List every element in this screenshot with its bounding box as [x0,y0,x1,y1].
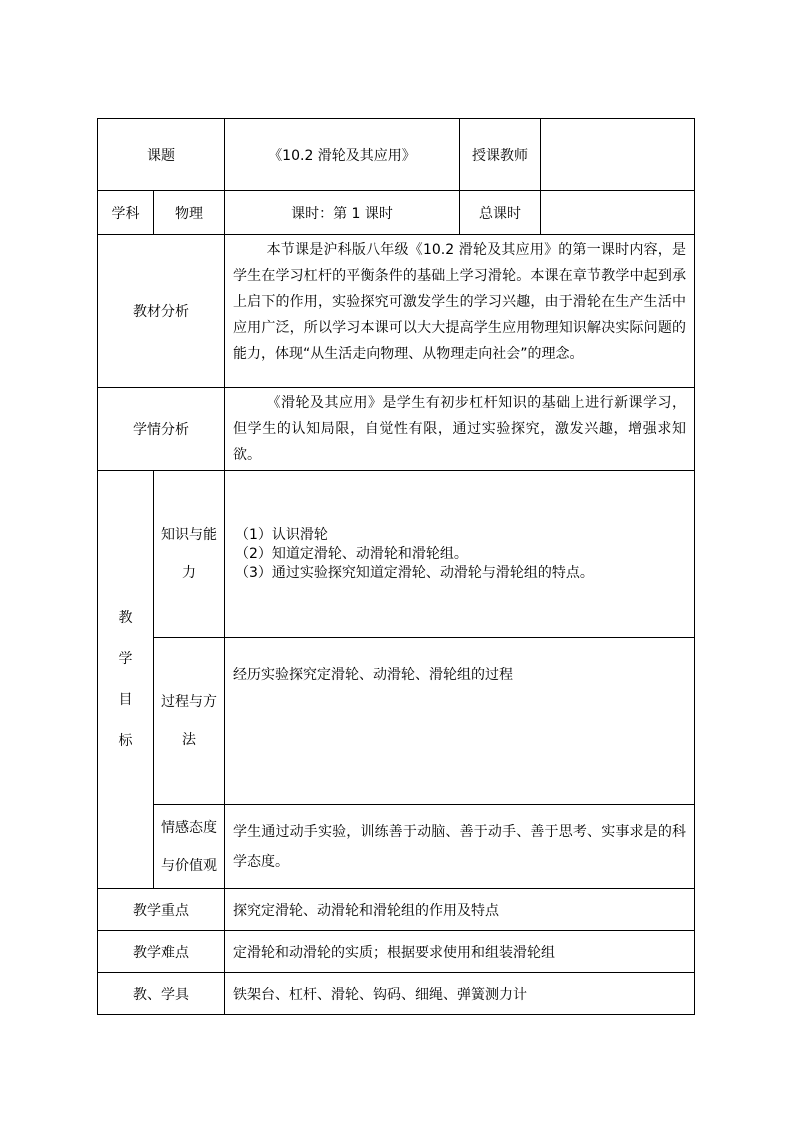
difficulties-label: 教学难点 [98,931,225,973]
knowledge-label-line2: 力 [182,565,196,581]
process-goal-text: 经历实验探究定滑轮、动滑轮、滑轮组的过程 [225,638,695,805]
goals-label-char: 教 [118,609,133,626]
total-periods-label: 总课时 [460,191,541,235]
goals-label [98,471,154,889]
process-label-line1: 过程与方 [161,694,217,710]
tools-text: 铁架台、杠杆、滑轮、钩码、细绳、弹簧测力计 [225,973,695,1015]
topic-label: 课题 [98,119,225,191]
topic-value: 《10.2 滑轮及其应用》 [225,119,460,191]
material-analysis-text: 本节课是沪科版八年级《10.2 滑轮及其应用》的第一课时内容，是学生在学习杠杆的平衡条件的基础上学习滑轮。本课在章节教学中起到承上启下的作用，实验探究可激发学生的学习兴趣，由于滑轮在生产生活中应用广泛，所以学习本课可以大大提高学生应用物理知识解决实际问题的能力，体现“从生活走向物理、从物理走向社会”的理念。 [233,242,686,362]
header-row [98,119,695,191]
knowledge-goal-item: （3）通过实验探究知道定滑轮、动滑轮与滑轮组的特点。 [235,564,594,581]
goals-label-char: 学 [118,650,133,667]
student-analysis-label: 学情分析 [98,388,225,471]
total-periods-value [541,191,695,235]
knowledge-label [154,471,225,638]
key-points-label: 教学重点 [98,889,225,931]
teacher-label: 授课教师 [460,119,541,191]
student-analysis-text: 《滑轮及其应用》是学生有初步杠杆知识的基础上进行新课学习，但学生的认知局限，自觉性有限，通过实验探究，激发兴趣，增强求知欲。 [233,395,686,463]
difficulties-text: 定滑轮和动滑轮的实质；根据要求使用和组装滑轮组 [225,931,695,973]
material-analysis-label: 教材分析 [98,235,225,388]
subject-value: 物理 [154,191,225,235]
process-label-line2: 法 [182,732,196,748]
emotion-label-line1: 情感态度 [161,819,217,836]
key-points-text: 探究定滑轮、动滑轮和滑轮组的作用及特点 [225,889,695,931]
goals-label-char: 标 [118,732,133,749]
knowledge-goal-item: （2）知道定滑轮、动滑轮和滑轮组。 [235,545,468,562]
subject-label: 学科 [98,191,154,235]
material-analysis-cell [225,235,695,388]
knowledge-goals [225,471,695,638]
emotion-label-line2: 与价值观 [161,857,217,874]
emotion-label [154,805,225,889]
period-value: 课时：第 1 课时 [225,191,460,235]
process-label [154,638,225,805]
lesson-plan-table [97,118,695,1015]
teacher-value [541,119,695,191]
goals-label-char: 目 [118,691,133,708]
knowledge-label-line1: 知识与能 [161,527,217,543]
key-points-row [98,889,695,931]
tools-row [98,973,695,1015]
knowledge-goal-item: （1）认识滑轮 [235,526,328,543]
material-analysis-row [98,235,695,388]
emotion-goal-text: 学生通过动手实验，训练善于动脑、善于动手、善于思考、实事求是的科学态度。 [225,805,695,889]
process-goal-row [98,638,695,805]
difficulties-row [98,931,695,973]
student-analysis-cell [225,388,695,471]
info-row [98,191,695,235]
emotion-goal-row [98,805,695,889]
knowledge-goal-row [98,471,695,638]
student-analysis-row [98,388,695,471]
tools-label: 教、学具 [98,973,225,1015]
